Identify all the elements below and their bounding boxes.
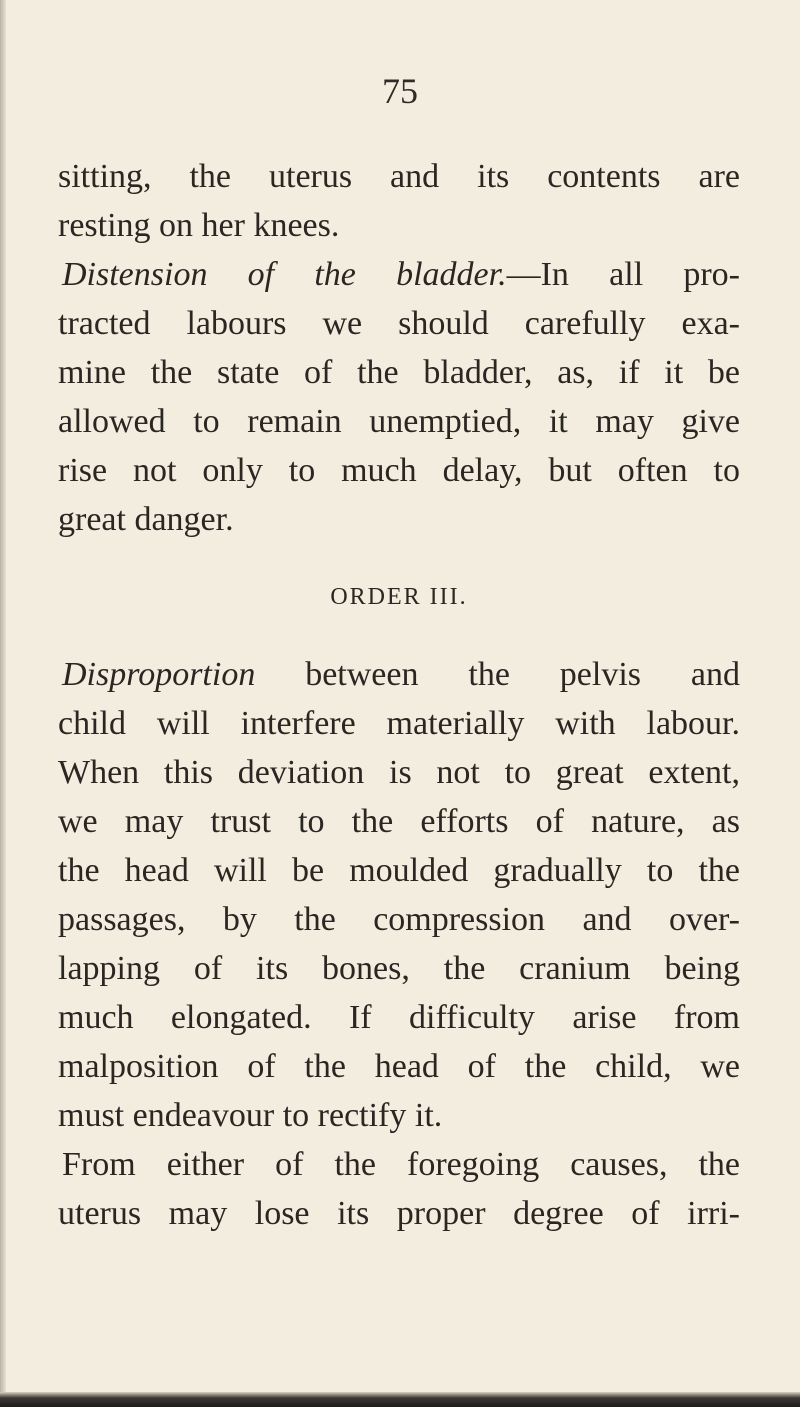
paragraph-line: [58, 250, 740, 299]
paragraph-text: between the pelvis and: [255, 656, 740, 693]
paragraph-line: uterus may lose its proper degree of irri-: [58, 1195, 740, 1232]
paragraph-line: From either of the foregoing causes, the: [62, 1146, 740, 1183]
paragraph-line: allowed to remain unemptied, it may give: [58, 403, 740, 440]
paragraph-line: lapping of its bones, the cranium being: [58, 950, 740, 987]
paragraph-line: rise not only to much delay, but often to: [58, 452, 740, 489]
paragraph-line: we may trust to the efforts of nature, as: [58, 803, 740, 840]
paragraph-line: passages, by the compression and over-: [58, 901, 740, 938]
paragraph-line: the head will be moulded gradually to the: [58, 852, 740, 889]
paragraph-line: tracted labours we should carefully exa-: [58, 305, 740, 342]
paragraph-line: resting on her knees.: [58, 207, 340, 244]
inline-heading-distension: Distension of the bladder.: [62, 256, 507, 293]
paragraph-line: great danger.: [58, 501, 234, 538]
body-text: [58, 152, 740, 1238]
page-number: 75: [382, 71, 418, 111]
paragraph-line: malposition of the head of the child, we: [58, 1048, 740, 1085]
paragraph-line: [58, 650, 740, 699]
paragraph-text: —In all pro-: [506, 256, 741, 293]
section-heading: ORDER III.: [330, 584, 468, 610]
paragraph-line: must endeavour to rectify it.: [58, 1097, 443, 1134]
paragraph-line: When this deviation is not to great extent,: [58, 754, 740, 791]
paragraph-line: much elongated. If difficulty arise from: [58, 999, 740, 1036]
inline-heading-disproportion: Disproportion: [62, 656, 256, 693]
page-bottom-edge: [0, 1392, 800, 1407]
page-edge-shadow: [0, 0, 6, 1407]
paragraph-line: mine the state of the bladder, as, if it be: [58, 354, 740, 391]
paragraph-line: child will interfere materially with labour.: [58, 705, 740, 742]
paragraph-line: sitting, the uterus and its contents are: [58, 158, 740, 195]
